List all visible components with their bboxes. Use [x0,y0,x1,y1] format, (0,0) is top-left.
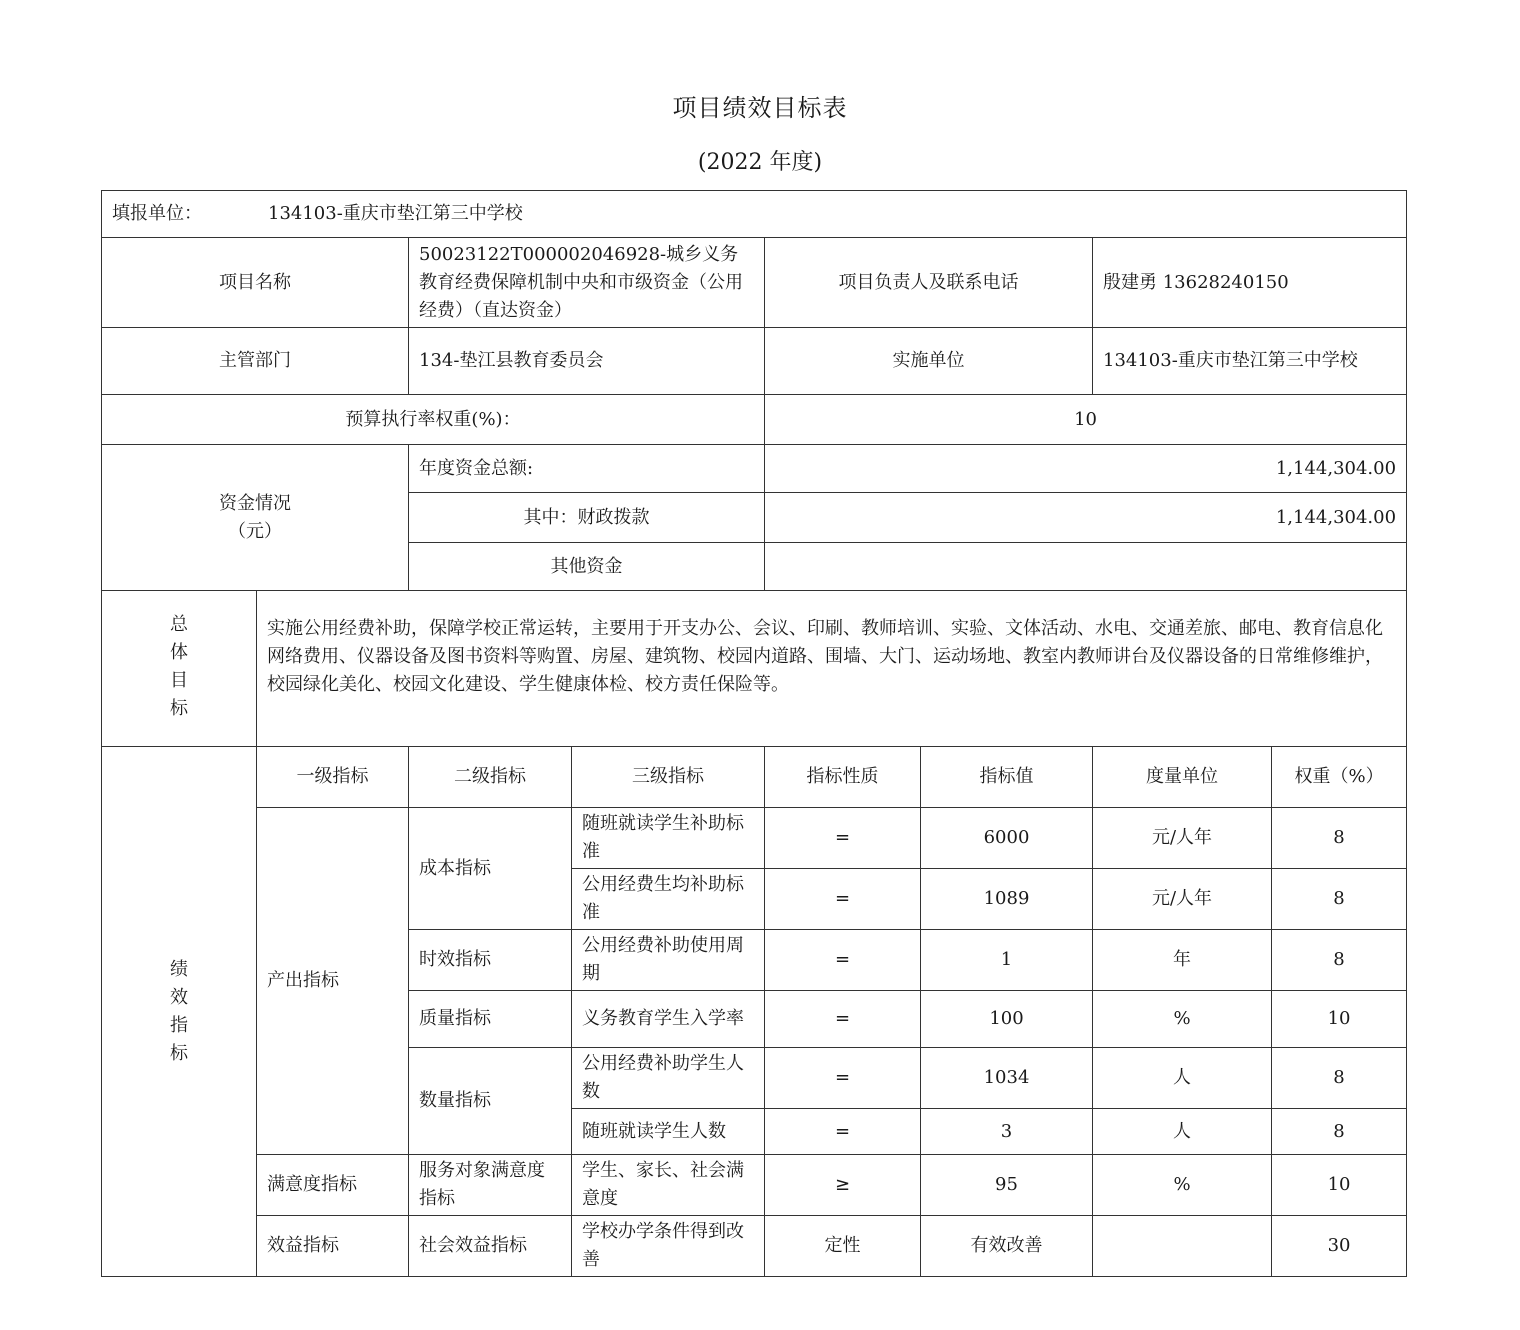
level2-indicator: 时效指标 [409,930,572,991]
funds-label-line2: （元） [228,520,282,542]
level3-indicator: 公用经费补助学生人数 [572,1048,765,1109]
funds-fiscal-label: 其中：财政拨款 [409,493,765,543]
overall-goal-label-char: 体 [170,642,188,663]
column-header: 度量单位 [1093,747,1272,808]
column-header: 指标性质 [765,747,921,808]
level1-indicator: 效益指标 [257,1216,409,1277]
supervising-dept-value: 134-垫江县教育委员会 [409,328,765,395]
indicator-unit: 元/人年 [1093,869,1272,930]
indicator-header-row [102,747,1407,808]
funds-label-line1: 资金情况 [219,492,291,514]
budget-weight-value: 10 [765,395,1407,445]
level3-indicator: 公用经费生均补助标准 [572,869,765,930]
indicator-weight: 8 [1272,808,1407,869]
indicator-unit: 元/人年 [1093,808,1272,869]
indicator-value: 3 [921,1109,1093,1155]
level3-indicator: 学校办学条件得到改善 [572,1216,765,1277]
indicator-nature: = [765,808,921,869]
indicator-nature: = [765,869,921,930]
overall-goal-label-char: 目 [170,670,188,691]
indicator-unit: 人 [1093,1048,1272,1109]
page-subtitle: (2022 年度) [697,150,823,175]
indicator-unit: % [1093,1155,1272,1216]
reporting-unit-label: 填报单位： [112,203,202,224]
indicator-nature: = [765,930,921,991]
column-header: 三级指标 [572,747,765,808]
reporting-unit-value: 134103-重庆市垫江第三中学校 [268,203,523,224]
indicators-label-char: 效 [170,986,188,1008]
level2-indicator: 质量指标 [409,991,572,1048]
overall-goal-text: 实施公用经费补助，保障学校正常运转，主要用于开支办公、会议、印刷、教师培训、实验、文体活动、水电、交通差旅、邮电、教育信息化网络费用、仪器设备及图书资料等购置、房屋、建筑物、校园内道路、围墙、大门、运动场地、教室内教师讲台及仪器设备的日常维修维护，校园绿化美化、校园文化建设、学生健康体检、校方责任保险等。 [257,591,1407,747]
column-header: 权重（%） [1272,747,1407,808]
funds-total-label: 年度资金总额: [409,445,765,493]
level3-indicator: 随班就读学生人数 [572,1109,765,1155]
indicators-label-char: 绩 [170,958,188,980]
funds-total-row [102,445,1407,493]
indicator-unit: 人 [1093,1109,1272,1155]
supervising-dept-label: 主管部门 [102,328,409,395]
indicator-nature: = [765,1048,921,1109]
indicators-label-char: 指 [170,1014,188,1036]
indicator-value: 1089 [921,869,1093,930]
project-name-label: 项目名称 [102,238,409,328]
budget-weight-row [102,395,1407,445]
column-header: 二级指标 [409,747,572,808]
level3-indicator: 学生、家长、社会满意度 [572,1155,765,1216]
indicator-value: 100 [921,991,1093,1048]
project-name-value: 50023122T000002046928-城乡义务教育经费保障机制中央和市级资金（公用经费）（直达资金） [409,238,765,328]
indicator-nature: = [765,1109,921,1155]
level3-indicator: 义务教育学生入学率 [572,991,765,1048]
funds-other-value [765,543,1407,591]
column-header: 一级指标 [257,747,409,808]
indicator-weight: 8 [1272,869,1407,930]
indicator-value: 1034 [921,1048,1093,1109]
funds-other-label: 其他资金 [409,543,765,591]
funds-total-value: 1,144,304.00 [765,445,1407,493]
unit-row [102,191,1407,238]
overall-goal-row [102,591,1407,747]
funds-label [102,445,409,591]
column-header: 指标值 [921,747,1093,808]
level3-indicator: 公用经费补助使用周期 [572,930,765,991]
project-name-row [102,238,1407,328]
department-row [102,328,1407,395]
indicator-weight: 8 [1272,930,1407,991]
level1-indicator: 产出指标 [257,808,409,1155]
table-row [102,808,1407,869]
indicator-value: 1 [921,930,1093,991]
indicator-weight: 10 [1272,991,1407,1048]
indicator-weight: 8 [1272,1109,1407,1155]
implementing-unit-value: 134103-重庆市垫江第三中学校 [1093,328,1407,395]
overall-goal-label-char: 总 [170,614,188,635]
performance-target-table [101,190,1407,1277]
budget-weight-label: 预算执行率权重(%)： [102,395,765,445]
indicator-weight: 8 [1272,1048,1407,1109]
indicator-nature: ≥ [765,1155,921,1216]
indicator-value: 95 [921,1155,1093,1216]
page-title: 项目绩效目标表 [672,94,848,122]
indicator-weight: 30 [1272,1216,1407,1277]
implementing-unit-label: 实施单位 [765,328,1093,395]
project-contact-label: 项目负责人及联系电话 [765,238,1093,328]
overall-goal-label-char: 标 [170,698,188,719]
reporting-unit-cell [102,191,1407,238]
indicator-nature: = [765,991,921,1048]
level2-indicator: 成本指标 [409,808,572,930]
table-row [102,1216,1407,1277]
level2-indicator: 服务对象满意度指标 [409,1155,572,1216]
indicator-weight: 10 [1272,1155,1407,1216]
indicator-nature: 定性 [765,1216,921,1277]
indicators-label [102,747,257,1277]
funds-fiscal-value: 1,144,304.00 [765,493,1407,543]
overall-goal-label [102,591,257,747]
table-row [102,1155,1407,1216]
indicator-unit [1093,1216,1272,1277]
level2-indicator: 数量指标 [409,1048,572,1155]
level1-indicator: 满意度指标 [257,1155,409,1216]
indicator-unit: 年 [1093,930,1272,991]
project-contact-value: 殷建勇 13628240150 [1093,238,1407,328]
indicators-label-char: 标 [170,1042,188,1064]
level3-indicator: 随班就读学生补助标准 [572,808,765,869]
indicator-value: 有效改善 [921,1216,1093,1277]
level2-indicator: 社会效益指标 [409,1216,572,1277]
indicator-value: 6000 [921,808,1093,869]
indicator-unit: % [1093,991,1272,1048]
